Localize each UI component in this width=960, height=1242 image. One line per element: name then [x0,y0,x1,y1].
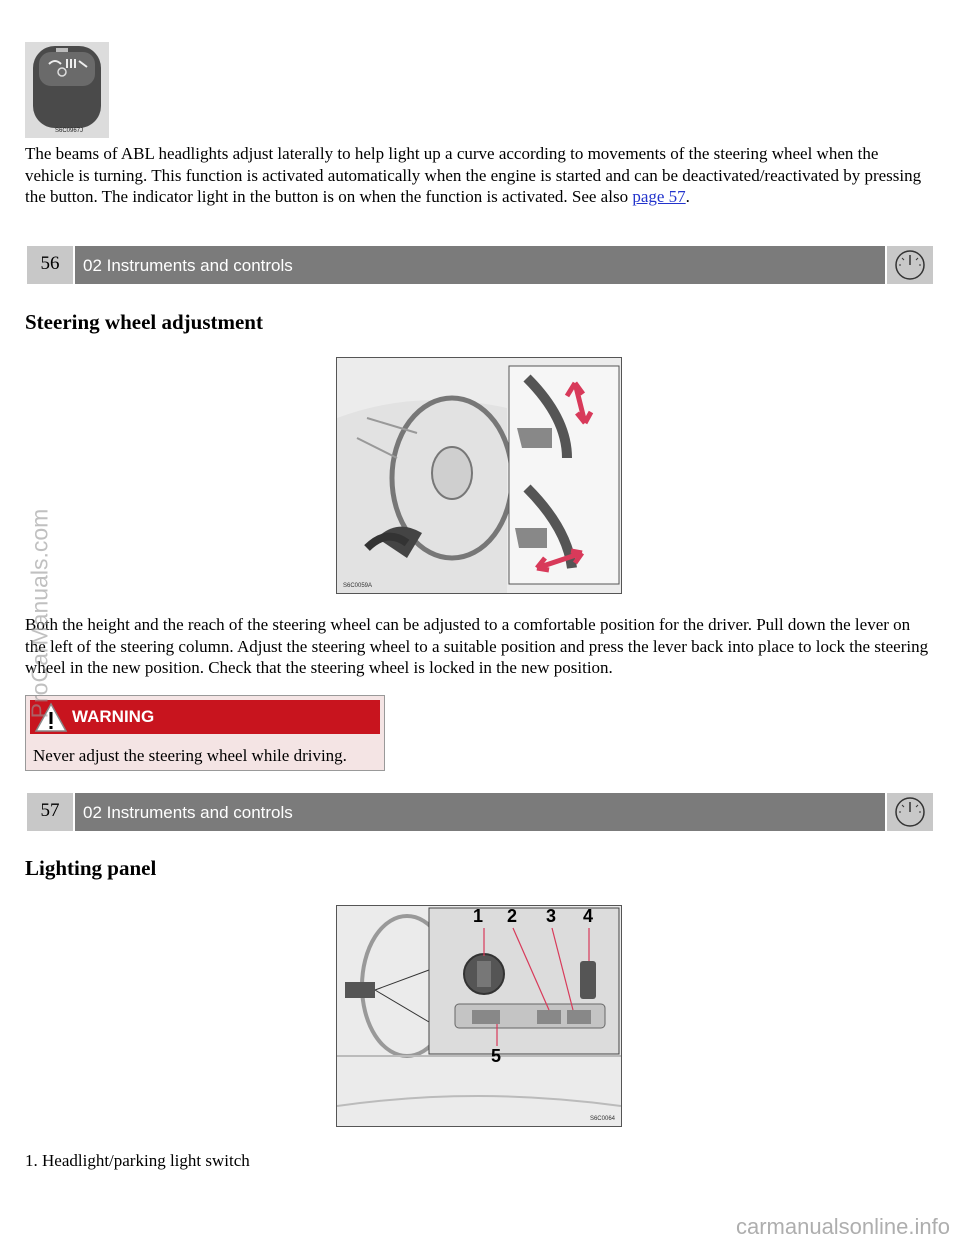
steering-wheel-heading: Steering wheel adjustment [25,310,263,334]
callout-4: 4 [583,906,594,926]
chapter-title: 02 Instruments and controls [75,793,885,831]
callout-2: 2 [507,906,518,926]
page-57-link[interactable]: page 57 [632,187,686,206]
lighting-panel-heading: Lighting panel [25,856,157,880]
abl-description-paragraph [25,143,930,208]
image-code: S6C0064 [589,1116,615,1122]
gauge-icon [887,246,933,284]
page-number: 56 [27,246,73,284]
lighting-panel-illustration [337,906,621,1126]
chapter-title: 02 Instruments and controls [75,246,885,284]
page-57-header-bar [27,793,933,831]
abl-description-end: . [685,187,690,206]
warning-header [30,700,380,734]
image-code: S6C0967J [55,128,84,134]
lighting-list-item-1: 1. Headlight/parking light switch [25,1151,250,1170]
steering-wheel-illustration [337,358,621,593]
callout-1: 1 [473,906,484,926]
side-watermark: ProCarManuals.com [26,508,53,719]
lighting-panel-image [336,905,622,1127]
image-code: S6C0059A [343,583,373,589]
abl-button-image [25,42,109,138]
callout-3: 3 [546,906,557,926]
page-56-header-bar [27,246,933,284]
steering-wheel-image [336,357,622,594]
warning-title: WARNING [72,707,155,726]
abl-button-illustration [25,42,109,138]
page-number: 57 [27,793,73,831]
callout-5: 5 [491,1046,502,1066]
footer-watermark: carmanualsonline.info [735,1214,950,1239]
abl-description-text: The beams of ABL headlights adjust laterally to help light up a curve according to movements of the steering wheel when the vehicle is turning. This function is activated automatically when the engine is started and can be deactivated/reactivated by pressing the button. The indicator light in the button is on when the function is activated. See also [25,144,922,206]
warning-box [25,695,385,771]
warning-text: Never adjust the steering wheel while driving. [33,746,347,765]
steering-wheel-paragraph: Both the height and the reach of the steering wheel can be adjusted to a comfortable position for the driver. Pull down the lever on the left of the steering column. Adjust the steering wheel to a suitable position and press the lever back into place to lock the steering wheel in the new position. Check that the steering wheel is locked in the new position. [25,615,929,677]
gauge-icon [887,793,933,831]
